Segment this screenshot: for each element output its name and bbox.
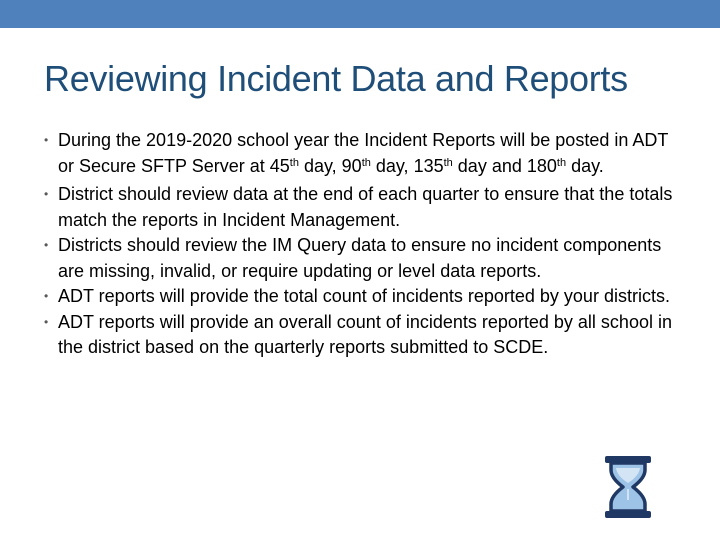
bullet-text: Districts should review the IM Query data to ensure no incident components are missing, invalid, or require updating or level data reports. [58,235,662,281]
bullet-marker: • [44,289,49,303]
bullet-item [44,284,684,310]
bullet-text: ADT reports will provide an overall count of incidents reported by all school in the district based on the quarterly reports submitted to SCDE. [58,311,672,357]
bullet-fragment: day and 180th [452,155,567,176]
bullet-fragment: day, 90th [298,155,371,176]
bullet-item [44,128,684,182]
bullet-marker: • [44,314,49,329]
bullet-text: ADT reports will provide the total count of incidents reported by your districts. [58,286,670,306]
bullet-list [44,128,684,361]
bullet-item [44,233,684,284]
bullet-marker: • [44,187,49,201]
hourglass-icon [603,456,653,518]
bullet-fragment: During the 2019-2020 school year the Incident Reports will be posted in ADT or Secure SFTP Server at 45th [58,130,669,176]
bullet-fragment: day. [566,155,604,176]
bullet-marker: • [44,238,49,252]
slide-title: Reviewing Incident Data and Reports [44,58,628,99]
bullet-text: District should review data at the end of each quarter to ensure that the totals match the reports in Incident Management. [58,184,673,230]
top-accent-bar [0,0,720,28]
bullet-text [58,130,668,176]
bullet-item [44,310,684,361]
bullet-marker: • [44,133,49,147]
bullet-item [44,182,684,233]
bullet-fragment: day, 135th [370,155,453,176]
